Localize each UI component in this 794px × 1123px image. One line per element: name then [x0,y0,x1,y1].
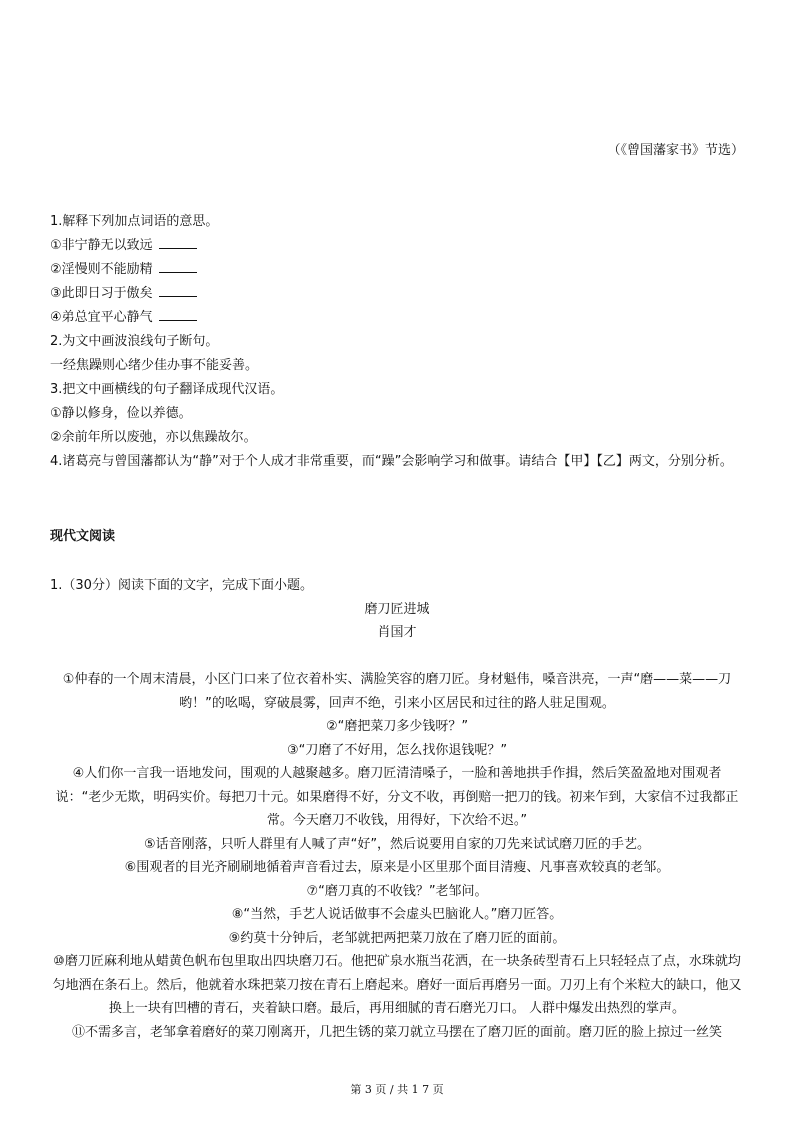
question-1-item-text: ①非宁静无以致远 [50,238,153,253]
question-1-title: 1.解释下列加点词语的意思。 [50,214,219,229]
article-title: 磨刀匠进城 [364,601,430,617]
article-paragraph: ②“磨把菜刀多少钱呀？” [325,719,469,734]
article-intro: 1.（30分）阅读下面的文字，完成下面小题。 [50,578,313,593]
question-1-item-text: ③此即日习于傲矣 [50,286,153,301]
question-4-title: 4.诸葛亮与曾国藩都认为“静”对于个人成才非常重要，而“躁”会影响学习和做事。请结合【甲】【乙】两文，分别分析。 [50,454,733,469]
question-1-item [50,282,750,306]
answer-blank [159,236,197,249]
question-3-title: 3.把文中画横线的句子翻译成现代汉语。 [50,382,284,397]
question-2-sentence: 一经焦躁则心绪少佳办事不能妥善。 [50,358,259,373]
question-3-item: ①静以修身，俭以养德。 [50,406,192,421]
question-1-item-text: ②淫慢则不能励精 [50,262,153,277]
question-1-item-text: ④弟总宜平心静气 [50,310,153,325]
article-paragraph: ①仲春的一个周末清晨，小区门口来了位衣着朴实、满脸笑容的磨刀匠。身材魁伟，嗓音洪亮，一声“磨——菜——刀哟！”的吆喝，穿破晨雾，回声不绝，引来小区居民和过往的路人驻足围观。 [62,672,732,711]
article-paragraph: ⑧“当然，手艺人说话做事不会虚头巴脑讹人。”磨刀匠答。 [231,907,563,922]
reading-article [50,574,744,1044]
section-title: 现代文阅读 [50,529,116,544]
page-footer: 第 3 页 / 共 1 7 页 [350,1083,444,1096]
article-paragraph: ⑩磨刀匠麻利地从蜡黄色帆布包里取出四块磨刀石。他把矿泉水瓶当花洒，在一块条砖型青石上只轻轻点了点，水珠就均匀地洒在条石上。然后，他就着水珠把菜刀按在青石上磨起来。磨好一面后再磨另一面。刀刃上有个米粒大的缺口，他又换上一块有凹槽的青石，夹着缺口磨。最后，再用细腻的青石磨光刀口。 人群中爆发出热烈的掌声。 [52,954,742,1016]
answer-blank [159,308,197,321]
question-2-title: 2.为文中画波浪线句子断句。 [50,334,219,349]
article-paragraph: ⑥围观者的目光齐刷刷地循着声音看过去，原来是小区里那个面目清瘦、凡事喜欢较真的老邹。 [124,860,670,875]
article-paragraph: ⑦“磨刀真的不收钱？”老邹问。 [306,883,488,899]
article-paragraph: ③“刀磨了不好用，怎么找你退钱呢？” [286,742,508,758]
article-author: 肖国才 [377,625,417,640]
article-paragraph: ⑨约莫十分钟后，老邹就把两把菜刀放在了磨刀匠的面前。 [228,930,566,946]
answer-blank [159,284,197,297]
article-paragraph: ⑪不需多言，老邹拿着磨好的菜刀刚离开，几把生锈的菜刀就立马摆在了磨刀匠的面前。磨刀匠的脸上掠过一丝笑 [71,1024,722,1040]
questions-block [50,210,750,474]
article-paragraph: ⑤话音刚落，只听人群里有人喊了声“好”，然后说要用自家的刀先来试试磨刀匠的手艺。 [143,836,651,852]
source-citation: （《曾国藩家书》节选） [607,143,744,158]
question-1-item [50,306,750,330]
article-paragraph: ④人们你一言我一语地发问，围观的人越聚越多。磨刀匠清清嗓子，一脸和善地拱手作揖，然后笑盈盈地对围观者说：“老少无欺，明码实价。每把刀十元。如果磨得不好，分文不收，再倒赔一把刀的钱。初来乍到，大家信不过我都正常。今天磨刀不收钱，用得好，下次给不迟。” [55,766,739,828]
answer-blank [159,260,197,273]
question-1-item [50,258,750,282]
question-1-item [50,234,750,258]
spacer [50,645,744,669]
question-3-item: ②余前年所以废弛，亦以焦躁故尔。 [50,430,257,445]
